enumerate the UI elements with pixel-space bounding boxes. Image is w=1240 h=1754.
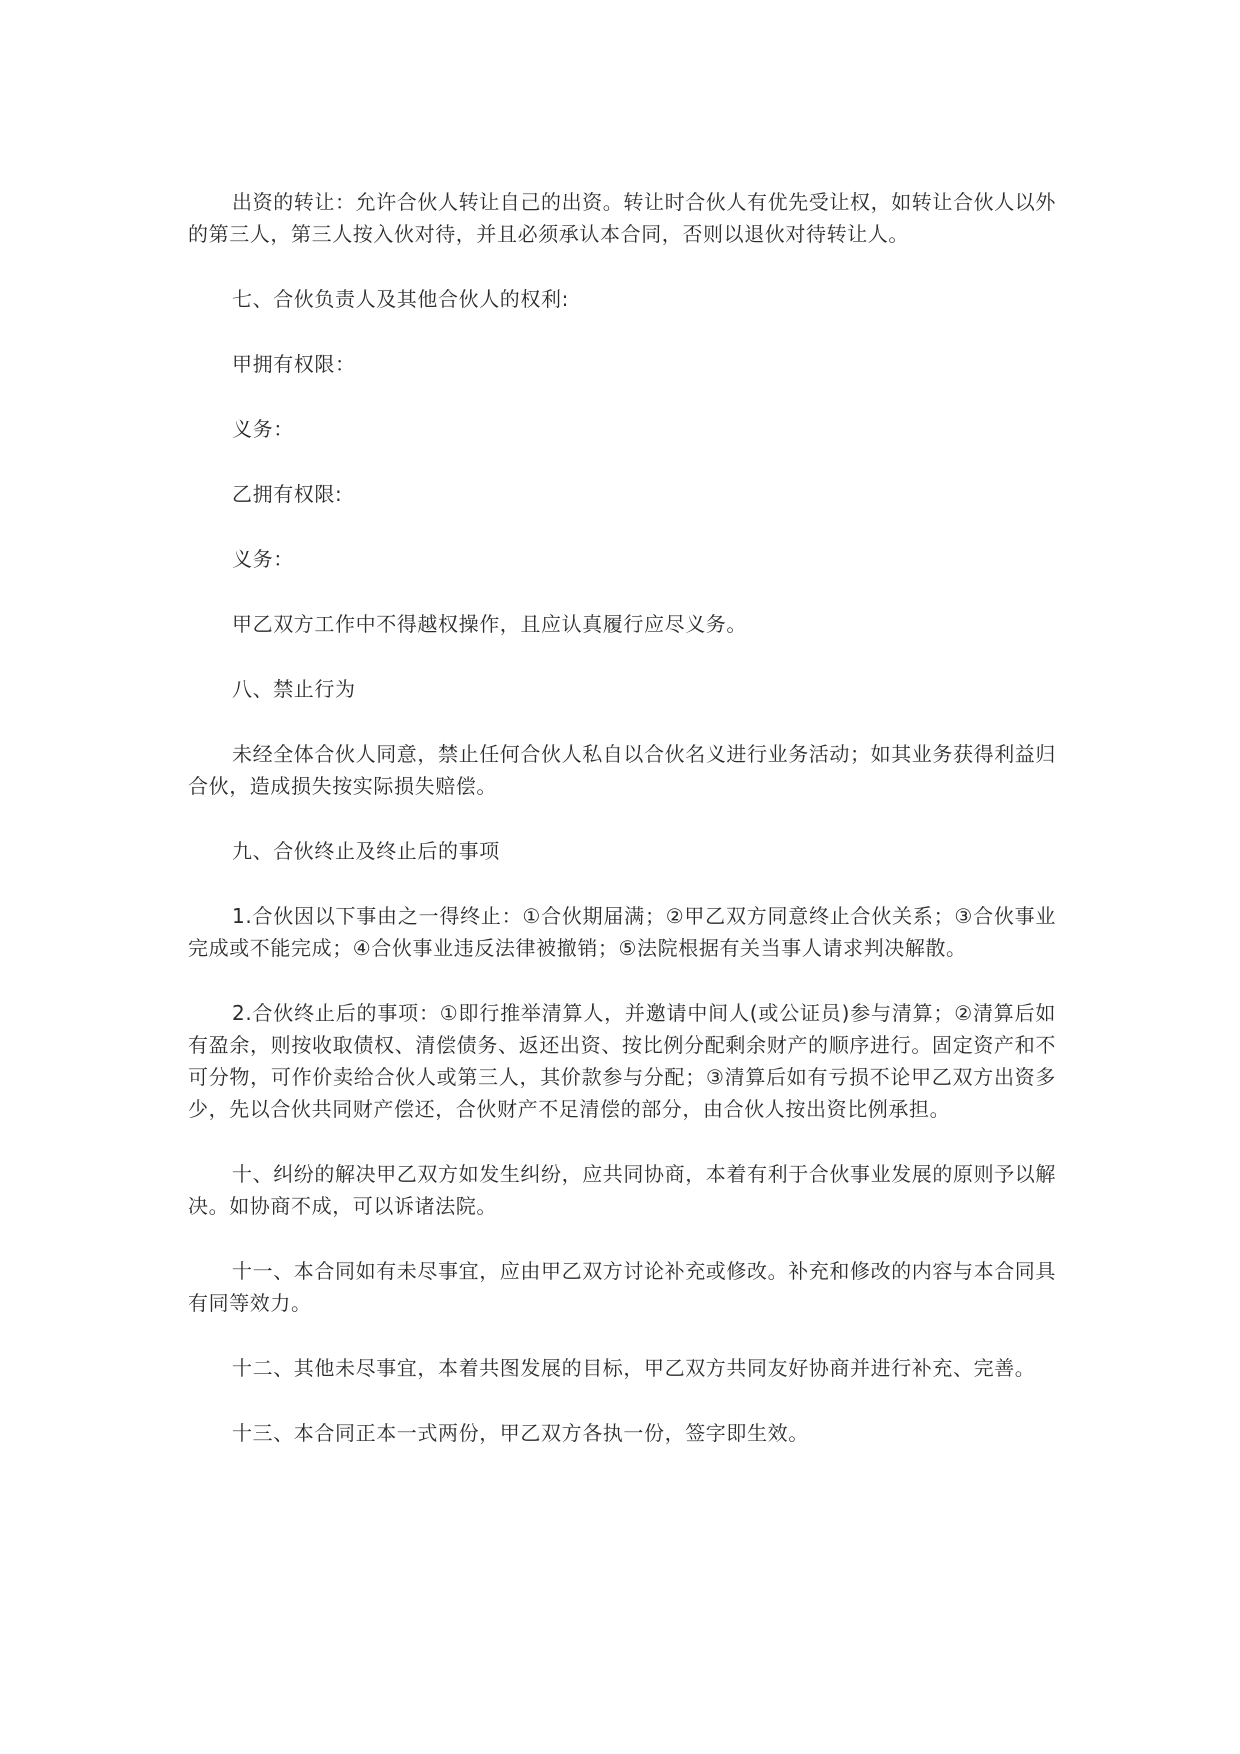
paragraph-no-overstepping: 甲乙双方工作中不得越权操作，且应认真履行应尽义务。 bbox=[232, 612, 747, 636]
section-heading-partner-rights: 七、合伙负责人及其他合伙人的权利: bbox=[232, 287, 569, 311]
paragraph-post-termination: 2.合伙终止后的事项：①即行推举清算人，并邀请中间人(或公证员)参与清算；②清算后如有盈余，则按收取债权、清偿债务、返还出资、按比例分配剩余财产的顺序进行。固定资产和不可分物，可作价卖给合伙人或第三人，其价款参与分配；③清算后如有亏损不论甲乙双方出资多少，先以合伙共同财产偿还，合伙财产不足清偿的部分，由合伙人按出资比例承担。 bbox=[188, 1001, 1056, 1121]
paragraph-capital-transfer: 出资的转让：允许合伙人转让自己的出资。转让时合伙人有优先受让权，如转让合伙人以外的第三人，第三人按入伙对待，并且必须承认本合同，否则以退伙对待转让人。 bbox=[188, 190, 1056, 246]
section-heading-termination: 九、合伙终止及终止后的事项 bbox=[232, 839, 500, 863]
document-body bbox=[188, 186, 1056, 1482]
paragraph-party-a-obligations: 义务： bbox=[232, 417, 294, 441]
paragraph-other-matters: 十二、其他未尽事宜，本着共图发展的目标，甲乙双方共同友好协商并进行补充、完善。 bbox=[232, 1356, 1036, 1380]
paragraph-party-b-authority: 乙拥有权限: bbox=[232, 482, 343, 506]
paragraph-termination-causes: 1.合伙因以下事由之一得终止：①合伙期届满；②甲乙双方同意终止合伙关系；③合伙事业完成或不能完成；④合伙事业违反法律被撤销；⑤法院根据有关当事人请求判决解散。 bbox=[188, 904, 1056, 960]
paragraph-amendments: 十一、本合同如有未尽事宜，应由甲乙双方讨论补充或修改。补充和修改的内容与本合同具有同等效力。 bbox=[188, 1259, 1056, 1315]
paragraph-party-a-authority: 甲拥有权限： bbox=[232, 352, 356, 376]
paragraph-prohibited-acts: 未经全体合伙人同意，禁止任何合伙人私自以合伙名义进行业务活动；如其业务获得利益归合伙，造成损失按实际损失赔偿。 bbox=[188, 742, 1056, 798]
section-heading-prohibited-acts: 八、禁止行为 bbox=[232, 677, 356, 701]
paragraph-dispute-resolution: 十、纠纷的解决甲乙双方如发生纠纷，应共同协商，本着有利于合伙事业发展的原则予以解决。如协商不成，可以诉诸法院。 bbox=[188, 1162, 1056, 1218]
paragraph-counterparts: 十三、本合同正本一式两份，甲乙双方各执一份，签字即生效。 bbox=[232, 1421, 809, 1445]
paragraph-party-b-obligations: 义务： bbox=[232, 547, 294, 571]
